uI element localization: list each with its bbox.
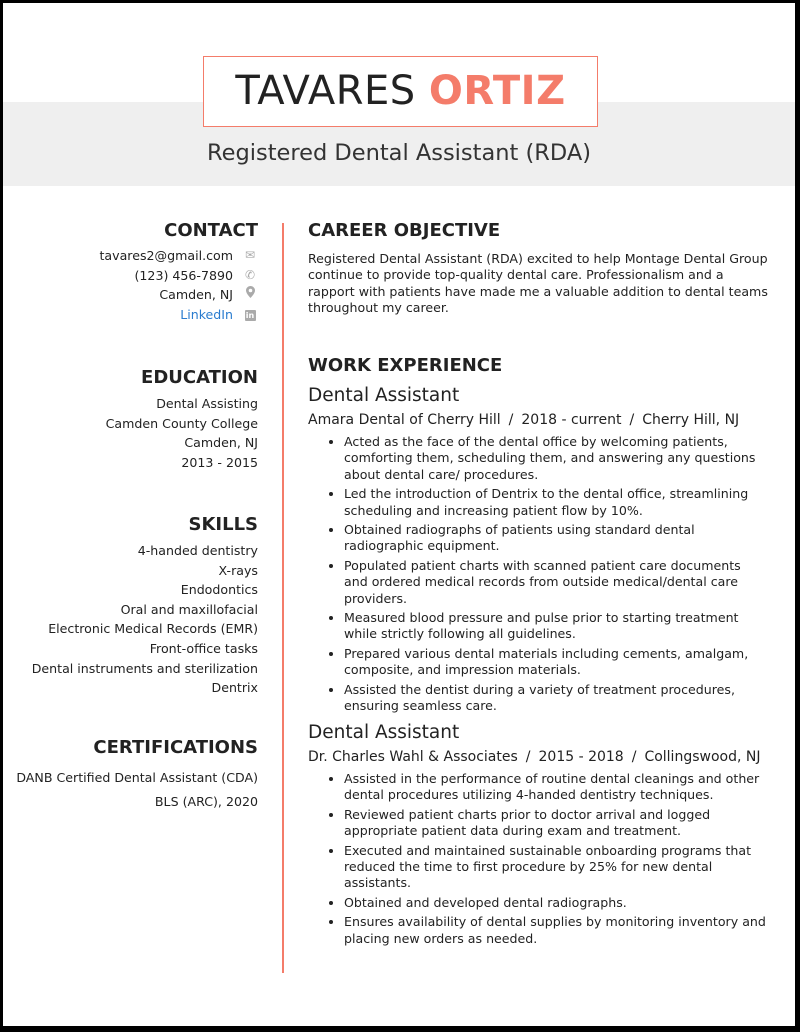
certifications-section: [16, 737, 258, 814]
experience-section: [308, 355, 768, 718]
education-section: [106, 367, 258, 472]
job-meta: [308, 749, 768, 765]
skill-item: Endodontics: [180, 582, 258, 598]
skill-item: Front-office tasks: [149, 640, 258, 656]
job-company: Dr. Charles Wahl & Associates: [308, 749, 518, 765]
skill-item: X-rays: [218, 562, 258, 578]
skill-item: Dental instruments and sterilization: [31, 660, 258, 676]
job-meta: [308, 412, 768, 428]
bullet-item: • Prepared various dental materials including cements, amalgam, composite, and impression materials.: [344, 646, 768, 679]
skills-section: [32, 514, 258, 698]
meta-separator: /: [525, 749, 531, 765]
skill-item: 4-handed dentistry: [137, 543, 258, 558]
contact-email[interactable]: [99, 246, 258, 266]
resume-page: [3, 3, 795, 1026]
skill-item: Dentrix: [211, 680, 258, 696]
email-text: tavares2@gmail.com: [99, 248, 233, 263]
bullet-item: • Obtained radiographs of patients using standard dental radiographic equipment.: [344, 522, 768, 555]
job-dates: 2018 - current: [521, 412, 622, 428]
bullet-item: • Assisted the dentist during a variety of treatment procedures, ensuring seamless care.: [344, 682, 768, 715]
linkedin-icon: in: [245, 310, 255, 320]
objective-section: [308, 220, 768, 317]
education-degree: Dental Assisting: [156, 396, 258, 411]
envelope-icon: ✉: [244, 248, 256, 262]
skill-item: Oral and maxillofacial: [120, 601, 258, 617]
job-title: Dental Assistant: [308, 722, 460, 743]
education-heading: EDUCATION: [141, 367, 258, 388]
certifications-heading: CERTIFICATIONS: [93, 737, 258, 758]
job-location: Cherry Hill, NJ: [642, 412, 740, 428]
contact-heading: CONTACT: [164, 220, 258, 241]
bullet-item: • Measured blood pressure and pulse prior to starting treatment while strictly following all guidelines.: [344, 610, 768, 643]
bullet-item: • Assisted in the performance of routine dental cleanings and other dental procedures utilizing 4-handed dentistry techniques.: [344, 771, 768, 804]
skills-heading: SKILLS: [188, 514, 258, 535]
education-dates: 2013 - 2015: [181, 454, 258, 470]
objective-heading: CAREER OBJECTIVE: [308, 220, 501, 241]
contact-linkedin[interactable]: [99, 305, 258, 325]
certification-item: BLS (ARC), 2020: [154, 794, 258, 809]
experience-heading: WORK EXPERIENCE: [308, 355, 503, 376]
education-location: Camden, NJ: [184, 435, 258, 451]
bullet-item: • Led the introduction of Dentrix to the dental office, streamlining scheduling and increasing patient flow by 10%.: [344, 486, 768, 519]
job-bullets: [308, 771, 768, 947]
location-text: Camden, NJ: [159, 287, 233, 303]
job-bullets: [308, 434, 768, 715]
education-school: Camden County College: [105, 415, 258, 431]
contact-phone[interactable]: [99, 266, 258, 286]
job-entry: [308, 385, 768, 715]
bullet-item: • Acted as the face of the dental office by welcoming patients, comforting them, scheduling them, and answering any questions about dental care/ procedures.: [344, 434, 768, 483]
last-name: ORTIZ: [428, 68, 566, 114]
bullet-item: • Obtained and developed dental radiographs.: [344, 895, 768, 911]
contact-location: [99, 285, 258, 305]
certification-item: DANB Certified Dental Assistant (CDA): [16, 770, 258, 785]
contact-section: [99, 220, 258, 324]
bullet-item: • Reviewed patient charts prior to doctor arrival and logged appropriate patient data during exam and treatment.: [344, 807, 768, 840]
job-title: Dental Assistant: [308, 385, 460, 406]
first-name: TAVARES: [235, 68, 416, 114]
job-company: Amara Dental of Cherry Hill: [308, 412, 501, 428]
job-role-title: Registered Dental Assistant (RDA): [206, 140, 592, 166]
bullet-item: • Ensures availability of dental supplies by monitoring inventory and placing new orders as needed.: [344, 914, 768, 947]
location-pin-icon: [242, 285, 258, 305]
job-location: Collingswood, NJ: [644, 749, 761, 765]
objective-text: Registered Dental Assistant (RDA) excited to help Montage Dental Group continue to provide top-quality dental care. Professionalism and a rapport with patients have made me a valuable addition to dental teams throughout my career.: [308, 251, 768, 316]
phone-icon: ✆: [244, 267, 256, 282]
column-divider: [282, 223, 284, 973]
linkedin-link[interactable]: LinkedIn: [180, 306, 233, 322]
meta-separator: /: [508, 412, 514, 428]
meta-separator: /: [631, 749, 637, 765]
job-dates: 2015 - 2018: [538, 749, 624, 765]
skill-item: Electronic Medical Records (EMR): [48, 621, 258, 637]
name-box: [203, 56, 598, 127]
bullet-item: • Populated patient charts with scanned patient care documents and ordered medical records from outside medical/dental care providers.: [344, 558, 768, 607]
phone-text: (123) 456-7890: [134, 267, 233, 283]
meta-separator: /: [629, 412, 635, 428]
bullet-item: • Executed and maintained sustainable onboarding programs that reduced the time to first procedure by 25% for new dental assistants.: [344, 843, 768, 892]
job-entry: [308, 722, 768, 950]
